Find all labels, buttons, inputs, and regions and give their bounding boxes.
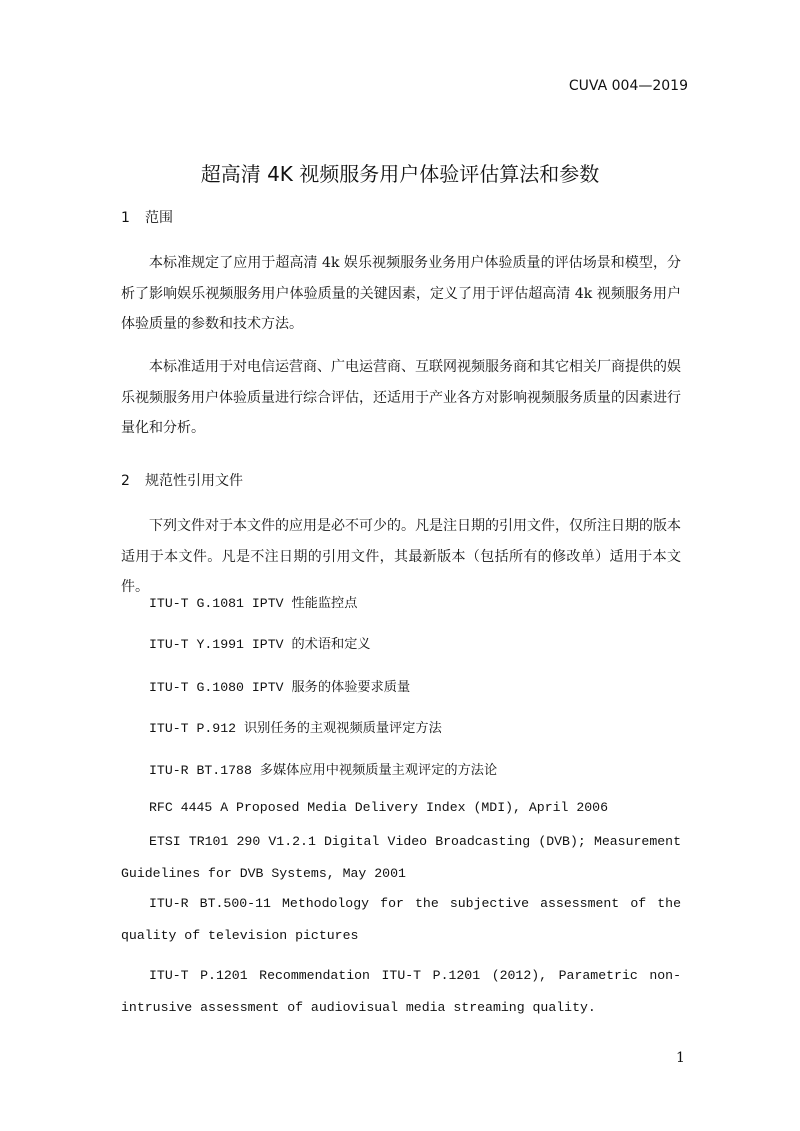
reference-item: RFC 4445 A Proposed Media Delivery Index (MDI), April 2006 [149, 800, 608, 815]
references-intro-paragraph: 下列文件对于本文件的应用是必不可少的。凡是注日期的引用文件，仅所注日期的版本适用于本文件。凡是不注日期的引用文件，其最新版本（包括所有的修改单）适用于本文件。 [121, 518, 681, 595]
reference-item: ITU-T Y.1991 IPTV 的术语和定义 [149, 637, 371, 652]
section-heading-scope [121, 207, 173, 227]
reference-item: ITU-T P.1201 Recommendation ITU-T P.1201 (2012), Parametric non-intrusive assessment of audiovisual media streaming quality. [121, 968, 681, 1015]
document-number: CUVA 004—2019 [568, 78, 688, 94]
reference-item: ITU-T P.912 识别任务的主观视频质量评定方法 [149, 721, 442, 736]
section-heading-normative-references [121, 470, 243, 490]
section-number: 2 [121, 473, 130, 489]
scope-paragraph-2: 本标准适用于对电信运营商、广电运营商、互联网视频服务商和其它相关厂商提供的娱乐视频服务用户体验质量进行综合评估，还适用于产业各方对影响视频服务质量的因素进行量化和分析。 [121, 359, 681, 436]
page-title: 超高清 4K 视频服务用户体验评估算法和参数 [200, 162, 600, 186]
section-title: 范围 [145, 210, 173, 226]
reference-item: ITU-R BT.1788 多媒体应用中视频质量主观评定的方法论 [149, 763, 498, 778]
page-number: 1 [676, 1050, 685, 1066]
reference-item: ETSI TR101 290 V1.2.1 Digital Video Broadcasting (DVB); Measurement Guidelines for DVB Systems, May 2001 [121, 834, 681, 881]
reference-item: ITU-T G.1081 IPTV 性能监控点 [149, 596, 358, 611]
reference-item: ITU-T G.1080 IPTV 服务的体验要求质量 [149, 680, 411, 695]
reference-item: ITU-R BT.500-11 Methodology for the subjective assessment of the quality of television pictures [121, 896, 681, 943]
section-title: 规范性引用文件 [145, 473, 243, 489]
scope-paragraph-1: 本标准规定了应用于超高清 4k 娱乐视频服务业务用户体验质量的评估场景和模型，分析了影响娱乐视频服务用户体验质量的关键因素，定义了用于评估超高清 4k 视频服务用户体验质量的参数和技术方法。 [121, 255, 681, 332]
section-number: 1 [121, 210, 130, 226]
